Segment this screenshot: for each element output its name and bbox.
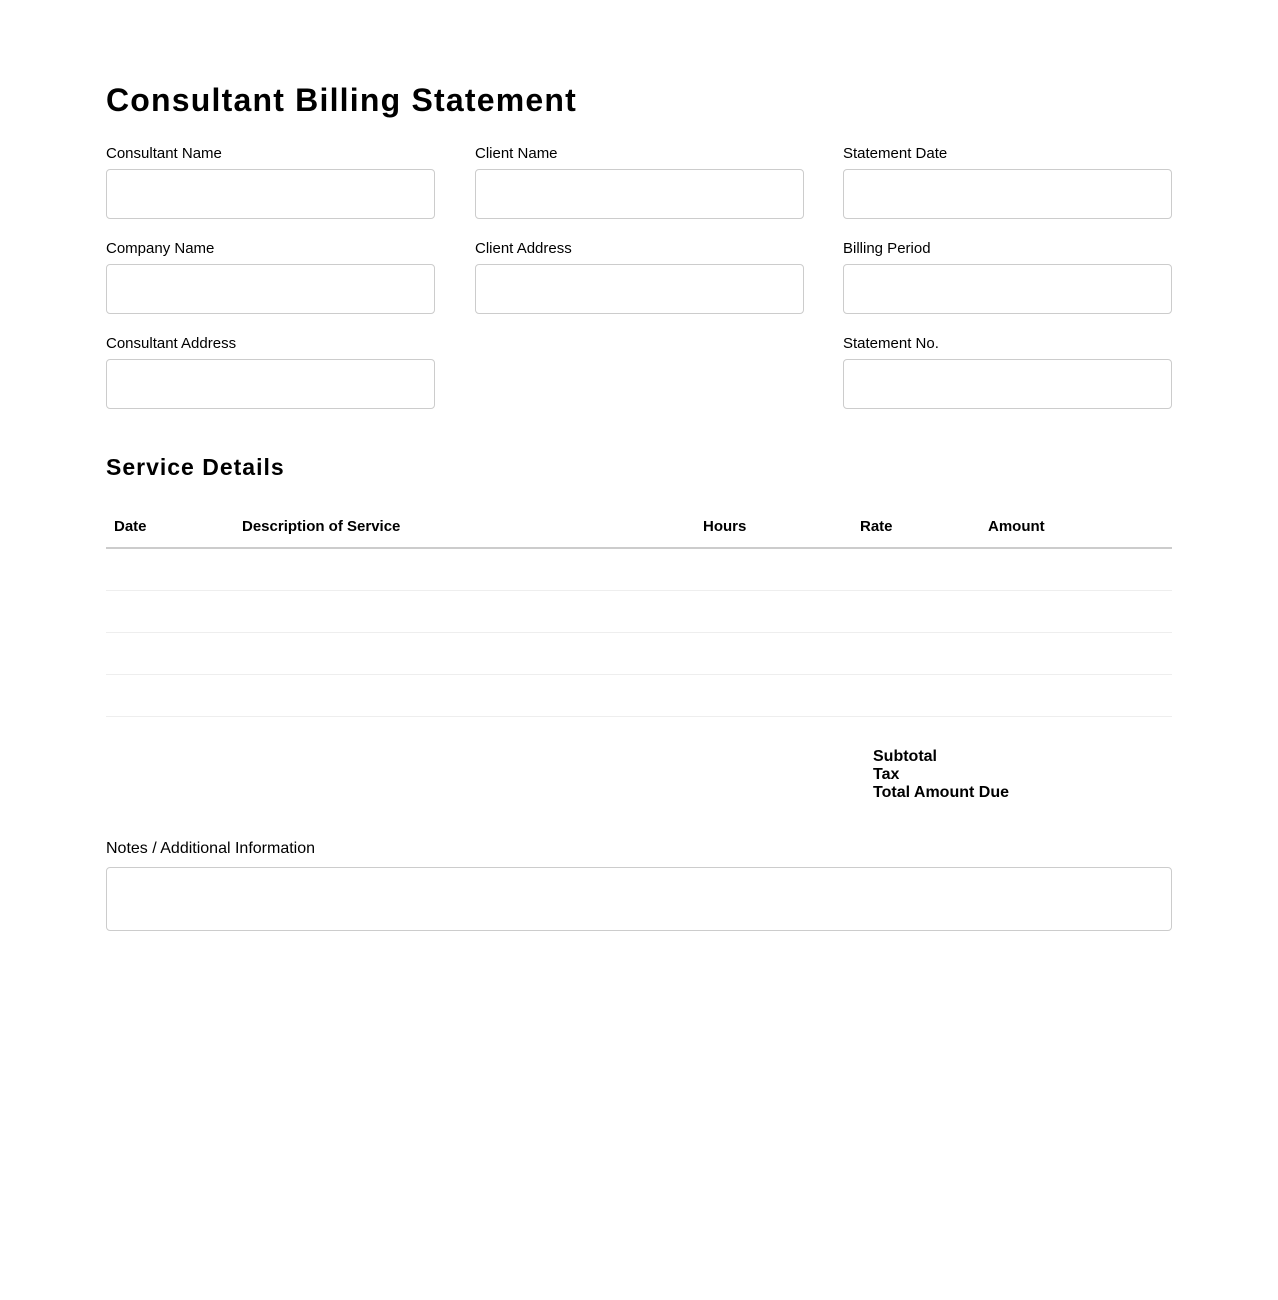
table-cell[interactable] [695, 632, 852, 674]
statement-no-input[interactable] [843, 359, 1172, 409]
table-cell[interactable] [234, 674, 695, 716]
consultant-address-input[interactable] [106, 359, 435, 409]
subtotal-label: Subtotal [873, 748, 937, 765]
table-cell[interactable] [234, 632, 695, 674]
page-title: Consultant Billing Statement [106, 82, 577, 118]
statement-date-group [843, 145, 1172, 219]
table-cell[interactable] [852, 590, 980, 632]
table-cell[interactable] [106, 590, 234, 632]
company-name-input[interactable] [106, 264, 435, 314]
company-name-group [106, 240, 435, 314]
client-name-input[interactable] [475, 169, 804, 219]
consultant-name-group [106, 145, 435, 219]
column-hours: Hours [695, 506, 852, 548]
table-cell[interactable] [980, 590, 1172, 632]
client-address-label: Client Address [475, 240, 572, 257]
billing-period-label: Billing Period [843, 240, 931, 257]
service-details-heading: Service Details [106, 454, 285, 480]
client-name-group [475, 145, 804, 219]
table-cell[interactable] [695, 548, 852, 590]
column-date: Date [106, 506, 234, 548]
tax-label: Tax [873, 766, 900, 783]
table-row [106, 590, 1172, 632]
statement-date-label: Statement Date [843, 145, 948, 162]
table-cell[interactable] [980, 548, 1172, 590]
table-row [106, 674, 1172, 716]
billing-period-input[interactable] [843, 264, 1172, 314]
table-row [106, 548, 1172, 590]
table-cell[interactable] [852, 632, 980, 674]
client-address-input[interactable] [475, 264, 804, 314]
table-row [106, 632, 1172, 674]
table-cell[interactable] [695, 590, 852, 632]
table-cell[interactable] [106, 674, 234, 716]
notes-group [106, 840, 1172, 931]
table-cell[interactable] [980, 674, 1172, 716]
notes-label: Notes / Additional Information [106, 840, 316, 857]
table-cell[interactable] [695, 674, 852, 716]
client-address-group [475, 240, 804, 314]
column-amount: Amount [980, 506, 1172, 548]
table-cell[interactable] [106, 632, 234, 674]
table-cell[interactable] [234, 590, 695, 632]
statement-no-label: Statement No. [843, 335, 939, 352]
table-header-row [106, 506, 1172, 548]
totals-block [873, 748, 1009, 802]
company-name-label: Company Name [106, 240, 215, 257]
table-cell[interactable] [234, 548, 695, 590]
table-cell[interactable] [852, 548, 980, 590]
column-rate: Rate [852, 506, 980, 548]
consultant-address-label: Consultant Address [106, 335, 237, 352]
client-name-label: Client Name [475, 145, 558, 162]
table-cell[interactable] [852, 674, 980, 716]
service-table [106, 506, 1172, 717]
table-cell[interactable] [980, 632, 1172, 674]
consultant-name-label: Consultant Name [106, 145, 222, 162]
total-amount-due-label: Total Amount Due [873, 784, 1009, 801]
statement-no-group [843, 335, 1172, 409]
consultant-name-input[interactable] [106, 169, 435, 219]
table-cell[interactable] [106, 548, 234, 590]
column-description: Description of Service [234, 506, 695, 548]
notes-textarea[interactable] [106, 867, 1172, 931]
statement-date-input[interactable] [843, 169, 1172, 219]
billing-period-group [843, 240, 1172, 314]
consultant-address-group [106, 335, 435, 409]
